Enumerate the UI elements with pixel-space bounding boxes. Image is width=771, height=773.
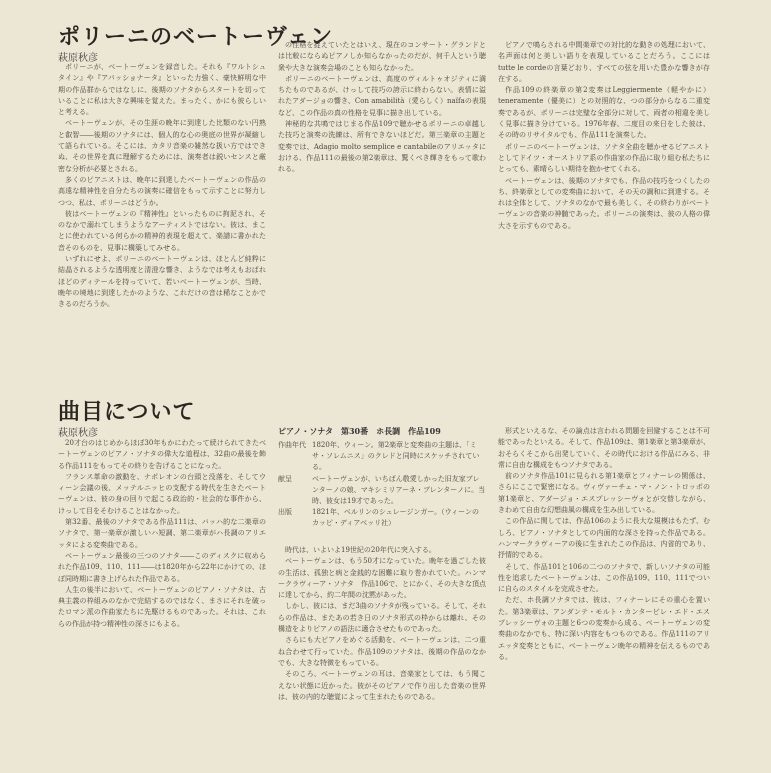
paragraph: 神秘的な共鳴ではじまる作品109で聴かせるポリーニの卓越した技巧と演奏の洗練は、所有できないほどだ。第三楽章の主題と変奏では、Adagio molto semplice e cantabileのアリエッタにおける、作品111の最後の第2楽章は、驚くべき輝きをもって歌われる。	[278, 120, 486, 174]
section-column-3	[498, 426, 710, 760]
paragraph: 作品109の終楽章の第2変奏はLeggiermente（軽やかに）teneramente（優美に）との対照的な、つの部分からなる二重変奏であるが、ポリーニは完璧な全部分に対して、両者の相違を美しく見事に描き分けている。1976年春、二度目の来日をした彼は、その時のリサイタルでも、作品111を演奏した。	[498, 86, 710, 140]
work-info-row	[278, 440, 486, 474]
paragraph: いずれにせよ、ポリーニのベートーヴェンは、ほとんど純粋に結晶されるような透明度と清澄な響き、ようなでは考えもおばれほどのディテールを持っていて、若いベートーヴェンが、当時、晩年の境地に到達したかのような、これだけの音は稀なことかできるのだろうか。	[58, 255, 266, 309]
article-column-3	[498, 40, 710, 385]
article-column-2	[278, 40, 486, 385]
paragraph: 前のソナタ作品101に見られる第1楽章とフィナーレの関係は、さらにここで緊密になる。ヴィヴァーチェ・マ・ノン・トロッポの第1楽章と、アダージョ・エスプレッシーヴォとが交替しながら、きわめて自由な幻想曲風の構成を生み出している。	[498, 472, 710, 515]
paragraph: 第32番、最後のソナタである作品111は、バッハ的な二楽章のソナタで、第一楽章が激しいハ短調、第二楽章がハ長調のアリエッタによる変奏曲である。	[58, 518, 266, 549]
section-author: 萩原秋彦	[58, 428, 98, 439]
paragraph: 多くのピアニストは、晩年に到達したベートーヴェンの作品の高遠な精神性を自分たちの演奏に確信をもって示すことに努力しつつ、私は、ポリーニはどうか。	[58, 175, 266, 207]
paragraph: ポリーニのベートーヴェンは、高度のヴィルトゥオジティに満ちたものであるが、けっして技巧の誇示に終わらない。表情に溢れたアダージョの響き、Con amabilità（愛らしく）naïfaの表現など、この作品の真の性格を見事に描き出している。	[278, 74, 486, 117]
work-info-row	[278, 507, 486, 529]
paragraph: さらにも大ピアノをめぐる活動を、ベートーヴェンは、二つ重ね合わせて行っていた。作品109のソナタは、後期の作品のなかでも、大きな特徴をもっている。	[278, 636, 486, 667]
paragraph: しかし、彼には、まだ3曲のソナタが残っている。そして、それらの作品は、またあの若き日のソナタ形式の枠からは離れ、その構造をよりピアノの語法に適合させたものであった。	[278, 602, 486, 634]
paragraph: 形式といえるな、その論点は言われる問題を回避することは不可能であったといえる。そして、作品109は、第1楽章と第3楽章が、おそらくそこから出発していく、その時代における作品にみる、非常に自由な構成をもつソナタである。	[498, 427, 710, 469]
work-info-value: 1820年、ウィーン。第2楽章と変奏曲の主題は、「ミサ・ソレムニス」のクレドと同時にスケッチされている。	[312, 441, 480, 472]
work-info-key: 作曲年代	[278, 441, 306, 449]
paragraph: ただ、ホ長調ソナタでは、彼は、フィナーレにその重心を置いた。第3楽章は、アンダンテ・モルト・カンタービレ・エド・エスプレッシーヴォの主題と6つの変奏から成る、ベートーヴェンの変奏曲のなかでも、特に深い内容をもつものである。作品111のアリエッタ変奏とともに、ベートーヴェン晩年の精神を伝えるものである。	[498, 596, 710, 661]
paragraph: フランス革命の激動を、ナポレオンの台頭と没落を、そしてウィーン会議の後、メッテルニッヒの支配する時代を生きたベートーヴェンは、彼の身の回りで起こる政治的・社会的な事件から、けっして目をそむけることはなかった。	[58, 472, 266, 515]
work-info-key: 献呈	[278, 474, 292, 483]
paragraph: 彼はベートーヴェンの『精神性』といったものに拘泥され、そのなかで溺れてしまうようなアーティストではない。彼は、まことに使われている何らかの精神的表現を超えて、楽譜に書かれた音そのものを、見事に構築してみせる。	[58, 209, 266, 252]
work-info	[278, 440, 486, 530]
section-column-1	[58, 438, 266, 760]
paragraph: そして、作品101と106の二つのソナタで、新しいソナタの可能性を追求したベートーヴェンは、この作品109、110、111でついに自らのスタイルを完成させた。	[498, 562, 710, 594]
work-body	[278, 545, 486, 760]
paragraph: ベートーヴェンが、その生涯の晩年に到達した比類のない円熟と叡智――後期のソナタには、個人的な心の奥底の世界が凝縮して語られている。そこには、カタリ音楽の雑然な扱い方ではできぬ、その世界を真に理解するためには、演奏者は鋭いセンスと厳密な分析が必要とされる。	[58, 119, 266, 173]
paragraph: ピアノで鳴らされる中間楽章での対比的な動きの処理において、名声面は何と美しい語りを表現していることだろう。ここにはtutte le cordeの言葉どおり、すべての弦を用いた豊かな響きが存在する。	[498, 41, 710, 83]
article-title: ポリーニのベートーヴェン	[58, 25, 334, 50]
work-info-value: 1821年、ベルリンのシュレージンガー。（ウィーンのカッピ・ディアベッリ社）	[312, 508, 480, 528]
paragraph: ベートーヴェンは、後期のソナタでも、作品の技巧をつくしたのち、終楽章としての変奏曲において、その天の調和に到達する。それは全体として、ソナタのなかで最も美しく、その終わりがベートーヴェンの音楽の神髄であった。ポリーニの演奏は、彼の人格の偉大さを示すものである。	[498, 176, 710, 230]
paragraph: 人生の後半において、ベートーヴェンのピアノ・ソナタは、古典主義の枠組みのなかで完結するのではなく、まさにそれを破ったロマン派の作曲家たちに先駆けるものであった。それは、これらの作品が持つ精神性の深さにもよる。	[58, 585, 266, 628]
paragraph: ベートーヴェン最後の三つのソナタ――このディスクに収められた作品109、110、111――は1820年から22年にかけての、ほぼ同時期に書き上げられた作品である。	[58, 551, 266, 583]
work-heading: ピアノ・ソナタ 第30番 ホ長調 作品109	[278, 426, 441, 436]
paragraph: ポリーニのベートーヴェンは、ソナタ全曲を聴かせるピアニストとしてドイツ・オーストリア系の作曲家の作品に取り組む私たちにとっても、素晴らしい期待を抱かせてくれる。	[498, 142, 710, 174]
paragraph: 20才台のはじめからほぼ30年もかにわたって続けられてきたベートーヴェンのピアノ・ソナタの偉大な道程は、32曲の最後を飾る作品111をもってその終りを告げることになった。	[58, 439, 266, 470]
work-info-value: ベートーヴェンが、いちばん敬愛しかった旧友家ブレンターノの娘、マキシミリアーネ・ブレンターノに。当時、彼女は19才であった。	[312, 474, 486, 506]
paragraph: の性格を捉えていたとはいえ、現在のコンサート・グランドとは比較にならぬピアノしか知らなかったのだが、何千人という聴衆や大きな演奏会場のことも知らなかった。	[278, 41, 486, 72]
article-author: 萩原秋彦	[58, 53, 98, 64]
paragraph: この作品に関しては、作品106のように長大な規模はもたず、むしろ、ピアノ・ソナタとしての内面的な深さを持った作品である。ハンマークラヴィーアの後に生まれたこの作品は、内省的であり、抒情的である。	[498, 517, 710, 560]
paragraph: 時代は、いよいよ19世紀の20年代に突入する。	[285, 546, 436, 554]
work-info-row	[278, 474, 486, 508]
work-info-key: 出版	[278, 508, 292, 517]
section-title: 曲目について	[58, 400, 196, 425]
paragraph: ポリーニが、ベートーヴェンを録音した。それも『ワルトシュタイン』や『アパッショナータ』といった力強く、豪快鮮明な中期の作品群からではなしに、後期のソナタからスタートを切っていることに私は大きな興味を覚えた。まったく、かにも彼らしいと考える。	[58, 63, 266, 117]
article-column-1	[58, 62, 266, 385]
paragraph: そのころ、ベートーヴェンの耳は、音楽家としては、もう聞こえない状態に近かった。彼がそのピアノで作り出した音楽の世界は、彼の内的な聴覚によって生まれたものである。	[278, 670, 486, 701]
paragraph: ベートーヴェンは、もう50才になっていた。晩年を過ごした彼の生活は、孤独と病と金銭的な困難に取り巻かれていた。ハンマークラヴィーア・ソナタ 作品106で、とにかく、その大きな頂点に達してから、約二年間の沈黙があった。	[278, 557, 486, 600]
